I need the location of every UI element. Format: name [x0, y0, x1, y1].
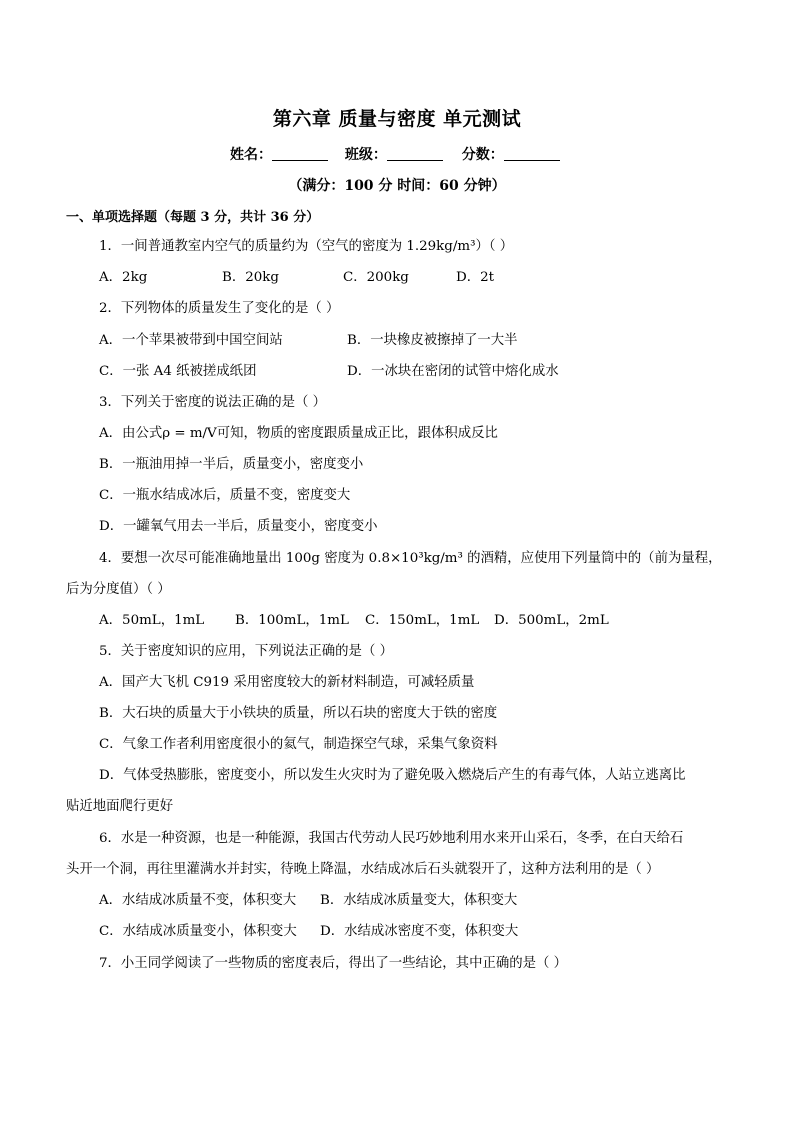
- option-d: D．一冰块在密闭的试管中熔化成水: [347, 364, 559, 379]
- option-b: B．20kg: [222, 270, 279, 285]
- option-c: C．一张 A4 纸被搓成纸团: [99, 364, 257, 379]
- question-stem: 3．下列关于密度的说法正确的是（ ）: [99, 395, 327, 410]
- class-label: 班级：: [344, 147, 387, 163]
- score-label: 分数：: [461, 147, 504, 163]
- class-group: [345, 144, 443, 164]
- option-d: D．500mL，2mL: [494, 613, 609, 628]
- option-b: B．水结成冰质量变大，体积变大: [320, 893, 518, 908]
- option-a: A．一个苹果被带到中国空间站: [99, 333, 283, 348]
- option-d: D．气体受热膨胀，密度变小，所以发生火灾时为了避免吸入燃烧后产生的有毒气体，人站立逃离比: [99, 768, 686, 783]
- student-info-row: [230, 144, 560, 164]
- option-c: C．150mL，1mL: [365, 613, 480, 628]
- question-stem: 1．一间普通教室内空气的质量约为（空气的密度为 1.29kg/m³）（ ）: [99, 239, 514, 254]
- question-stem-continued: 后为分度值）（ ）: [66, 582, 171, 597]
- name-blank[interactable]: [272, 146, 328, 161]
- exam-meta: （满分：100 分 时间：60 分钟）: [288, 178, 506, 194]
- page-title: 第六章 质量与密度 单元测试: [272, 108, 522, 130]
- option-b: B．一块橡皮被擦掉了一大半: [347, 333, 518, 348]
- option-b: B．一瓶油用掉一半后，质量变小，密度变小: [99, 457, 364, 472]
- option-c: C．200kg: [343, 270, 409, 285]
- question-stem: 2．下列物体的质量发生了变化的是（ ）: [99, 301, 340, 316]
- option-a: A．50mL，1mL: [99, 613, 205, 628]
- option-c: C．一瓶水结成冰后，质量不变，密度变大: [99, 488, 351, 503]
- name-group: [230, 144, 328, 164]
- option-c: C．气象工作者利用密度很小的氦气，制造探空气球，采集气象资料: [99, 737, 498, 752]
- score-blank[interactable]: [504, 146, 560, 161]
- option-d-continued: 贴近地面爬行更好: [66, 799, 174, 814]
- option-c: C．水结成冰质量变小，体积变大: [99, 924, 297, 939]
- option-a: A．水结成冰质量不变，体积变大: [99, 893, 297, 908]
- option-b: B．100mL，1mL: [235, 613, 349, 628]
- option-d: D．水结成冰密度不变，体积变大: [320, 924, 519, 939]
- option-a: A．2kg: [99, 270, 148, 285]
- score-group: [462, 144, 560, 164]
- name-label: 姓名：: [230, 147, 272, 163]
- option-d: D．2t: [456, 270, 495, 285]
- class-blank[interactable]: [387, 146, 443, 161]
- question-stem-continued: 头开一个洞，再往里灌满水并封实，待晚上降温，水结成冰后石头就裂开了，这种方法利用的是（ ）: [66, 862, 660, 877]
- section-title: 一、单项选择题（每题 3 分，共计 36 分）: [66, 210, 320, 225]
- question-stem: 6．水是一种资源，也是一种能源，我国古代劳动人民巧妙地利用水来开山采石，冬季，在白天给石: [99, 831, 684, 846]
- option-b: B．大石块的质量大于小铁块的质量，所以石块的密度大于铁的密度: [99, 706, 498, 721]
- option-a: A．由公式ρ = m/V可知，物质的密度跟质量成正比，跟体积成反比: [99, 426, 498, 441]
- option-d: D．一罐氧气用去一半后，质量变小，密度变小: [99, 519, 378, 534]
- question-stem: 4．要想一次尽可能准确地量出 100g 密度为 0.8×10³kg/m³ 的酒精，应使用下列量筒中的（前为量程，: [99, 551, 722, 566]
- question-stem: 7．小王同学阅读了一些物质的密度表后，得出了一些结论，其中正确的是（ ）: [99, 956, 568, 971]
- question-stem: 5．关于密度知识的应用，下列说法正确的是（ ）: [99, 644, 393, 659]
- option-a: A．国产大飞机 C919 采用密度较大的新材料制造，可减轻质量: [99, 675, 475, 690]
